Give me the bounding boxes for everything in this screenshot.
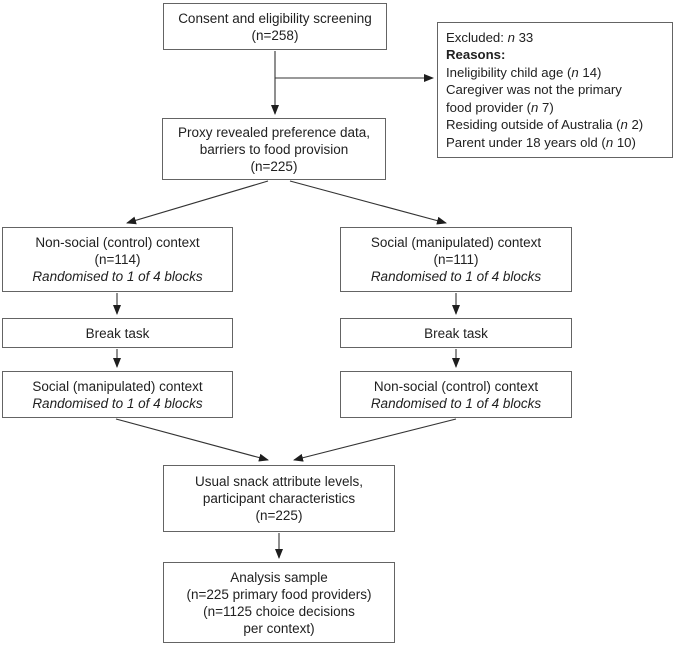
box-line: participant characteristics [202,491,356,506]
box-line: (n=225 primary food providers) [186,586,372,602]
text-segment: 33 [514,30,534,46]
text-segment: food provider ( [446,99,532,115]
n-italic: n [571,64,579,80]
n-italic: n [507,30,515,46]
box-line: (n=1125 choice decisions [203,603,355,619]
n-italic: n [605,134,614,150]
n-italic: n [531,99,539,115]
excluded-reason [446,116,664,133]
box-consent-screening [163,3,387,50]
box-right-break-task [340,318,572,348]
box-excluded [437,22,673,158]
text-segment: Excluded: [446,30,508,46]
box-line: Break task [424,325,488,341]
arrow-right-to-usual [294,419,456,460]
box-line: (n=258) [251,27,299,43]
excluded-reason [446,64,664,81]
box-line: Social (manipulated) context [32,378,203,394]
excluded-reason [446,99,664,116]
box-left-break-task [2,318,233,348]
box-line-randomised: Randomised to 1 of 4 blocks [370,269,542,284]
box-line: Non-social (control) context [35,235,200,250]
box-line: Social (manipulated) context [370,235,542,250]
excluded-title [446,29,664,46]
box-line-randomised: Randomised to 1 of 4 blocks [32,395,203,411]
box-line: barriers to food provision [199,141,349,157]
box-line: (n=111) [433,252,479,267]
box-line: (n=114) [94,252,141,267]
box-line: (n=225) [250,158,298,174]
excluded-reason [446,134,664,151]
box-line-randomised: Randomised to 1 of 4 blocks [32,269,203,284]
box-line: Proxy revealed preference data, [177,124,371,140]
box-left-nonsocial-context [2,227,233,292]
box-right-nonsocial-context [340,371,572,418]
n-italic: n [620,117,628,133]
text-segment: Ineligibility child age ( [446,64,572,80]
box-left-social-context [2,371,233,418]
box-line: Usual snack attribute levels, [194,474,364,489]
box-line: per context) [243,620,315,636]
box-proxy-preference [162,118,386,180]
box-right-social-context [340,227,572,292]
arrow-proxy-to-left-context [127,181,268,223]
box-usual-snack-attributes [163,465,395,532]
box-analysis-sample [163,562,395,643]
text-segment: 14) [578,64,602,80]
box-line: Analysis sample [230,569,328,585]
excluded-reasons-heading: Reasons: [446,47,506,63]
text-segment: Residing outside of Australia ( [446,117,621,133]
box-line: Non-social (control) context [373,378,539,394]
box-line: (n=225) [255,508,303,523]
box-line: Break task [85,325,150,341]
arrow-left-to-usual [116,419,268,460]
box-line: Consent and eligibility screening [178,10,372,26]
text-segment: 7) [538,99,554,115]
text-segment: 2) [627,117,644,133]
text-segment: Caregiver was not the primary [446,82,622,98]
box-line-randomised: Randomised to 1 of 4 blocks [370,395,542,411]
excluded-reason [446,81,664,98]
text-segment: Parent under 18 years old ( [446,134,606,150]
arrow-proxy-to-right-context [290,181,446,223]
text-segment: 10) [613,134,636,150]
